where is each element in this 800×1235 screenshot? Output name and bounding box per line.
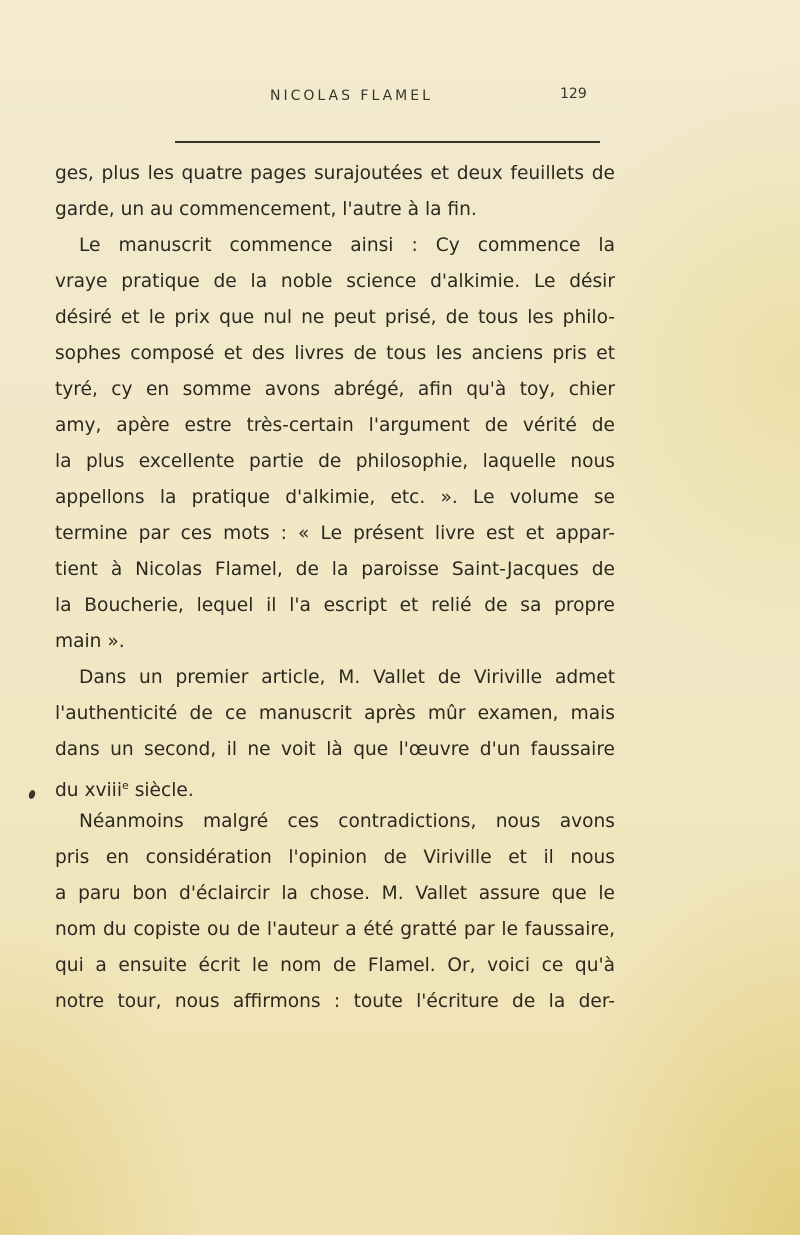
text-line: nom du copiste ou de l'auteur a été gratté par le faussaire, <box>55 919 615 940</box>
text-line: vraye pratique de la noble science d'alkimie. Le désir <box>55 271 615 292</box>
text-line: tyré, cy en somme avons abrégé, afin qu'à toy, chier <box>55 379 615 400</box>
running-head-title: NICOLAS FLAMEL <box>270 88 433 104</box>
text-line: Néanmoins malgré ces contradictions, nous avons <box>79 811 615 832</box>
text-line: Dans un premier article, M. Vallet de Viriville admet <box>79 667 615 688</box>
header-rule <box>175 141 600 143</box>
body-text <box>55 156 615 1020</box>
text-line: garde, un au commencement, l'autre à la fin. <box>55 199 477 220</box>
text-line: la plus excellente partie de philosophie, laquelle nous <box>55 451 615 472</box>
text-line: dans un second, il ne voit là que l'œuvre d'un faussaire <box>55 739 615 760</box>
text-line: Le manuscrit commence ainsi : Cy commence la <box>79 235 615 256</box>
running-head <box>240 82 600 110</box>
text-line: la Boucherie, lequel il l'a escript et relié de sa propre <box>55 595 615 616</box>
text-line: ges, plus les quatre pages surajoutées et deux feuillets de <box>55 163 615 184</box>
text-line: a paru bon d'éclaircir la chose. M. Vallet assure que le <box>55 883 615 904</box>
text-line: du xviii$^e$ siècle. <box>55 779 194 801</box>
text-line: qui a ensuite écrit le nom de Flamel. Or, voici ce qu'à <box>55 955 615 976</box>
text-line: notre tour, nous affirmons : toute l'écriture de la der- <box>55 991 615 1012</box>
text-line: pris en considération l'opinion de Viriville et il nous <box>55 847 615 868</box>
text-line: main ». <box>55 631 125 652</box>
text-line: l'authenticité de ce manuscrit après mûr examen, mais <box>55 703 615 724</box>
text-line: amy, apère estre très-certain l'argument de vérité de <box>55 415 615 436</box>
text-line: termine par ces mots : « Le présent livre est et appar- <box>55 523 615 544</box>
text-line: appellons la pratique d'alkimie, etc. ». Le volume se <box>55 487 615 508</box>
text-line: désiré et le prix que nul ne peut prisé, de tous les philo- <box>55 307 615 328</box>
text-line: sophes composé et des livres de tous les anciens pris et <box>55 343 615 364</box>
ink-speck <box>28 789 37 800</box>
text-line: tient à Nicolas Flamel, de la paroisse Saint-Jacques de <box>55 559 615 580</box>
page-number: 129 <box>560 86 587 102</box>
